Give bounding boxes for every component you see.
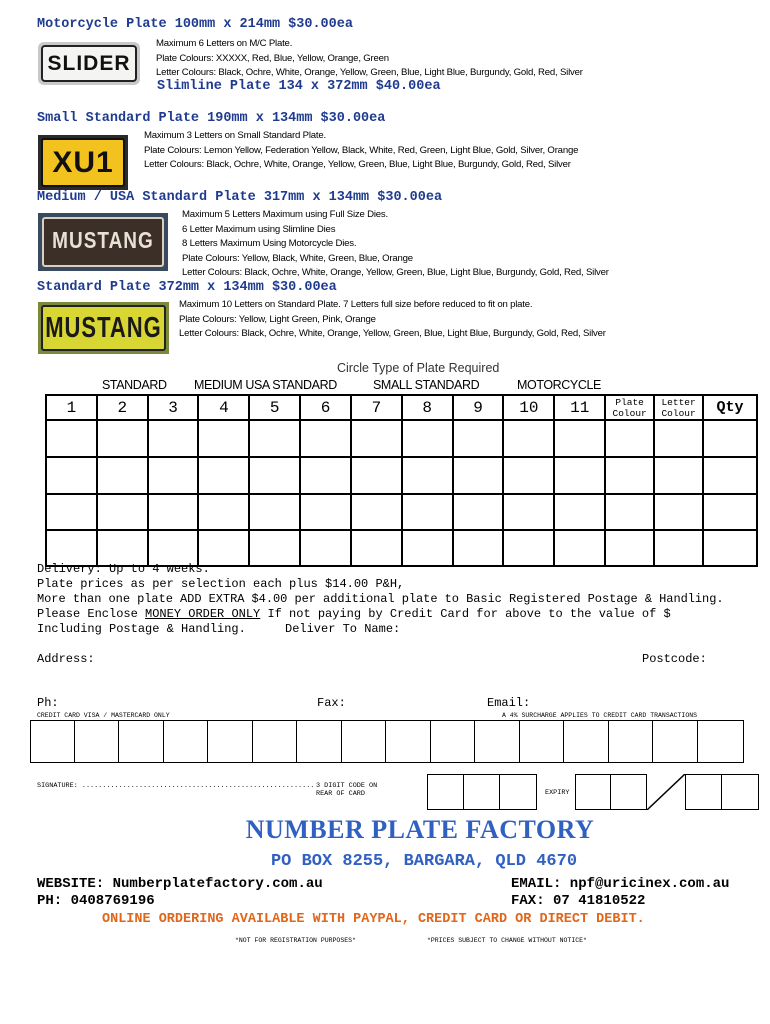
standard-line-1: Maximum 10 Letters on Standard Plate. 7 Letters full size before reduced to fit on plate. (179, 299, 533, 310)
medium-usa-plate-image (38, 213, 168, 271)
cell[interactable] (249, 530, 300, 566)
cc-digit-box[interactable] (75, 720, 119, 763)
order-row-3[interactable] (46, 494, 757, 530)
cell[interactable] (46, 530, 97, 566)
cc-digit-box[interactable] (119, 720, 164, 763)
motorcycle-plate-image (38, 42, 140, 85)
cc-digit-box[interactable] (609, 720, 653, 763)
fax-label: Fax: (317, 696, 346, 710)
cc-digit-box[interactable] (253, 720, 297, 763)
cell[interactable] (249, 420, 300, 457)
cell[interactable] (198, 420, 249, 457)
standard-line-3: Letter Colours: Black, Ochre, White, Orange, Yellow, Green, Blue, Light Blue, Burgundy, Gold, Red, Silver (179, 328, 606, 339)
cell[interactable] (605, 530, 654, 566)
column-10: 10 (503, 395, 554, 420)
standard-plate-title: Standard Plate 372mm x 134mm $30.00ea (37, 280, 337, 295)
cell[interactable] (554, 530, 605, 566)
medium-usa-line-2: 6 Letter Maximum using Slimline Dies (182, 223, 336, 235)
cell[interactable] (97, 457, 148, 494)
cell[interactable] (703, 420, 757, 457)
cell[interactable] (554, 420, 605, 457)
cc-digit-box[interactable] (208, 720, 253, 763)
cell[interactable] (453, 530, 504, 566)
expiry-year-boxes[interactable] (685, 774, 759, 810)
digit-code-label-2: REAR OF CARD (316, 790, 365, 798)
registration-note: *NOT FOR REGISTRATION PURPOSES* (235, 937, 356, 944)
standard-line-2: Plate Colours: Yellow, Light Green, Pink, Orange (179, 313, 376, 325)
column-8: 8 (402, 395, 453, 420)
prices-text: Plate prices as per selection each plus $14.00 P&H, (37, 577, 405, 591)
circle-type-label: Circle Type of Plate Required (337, 361, 500, 375)
motorcycle-line-1: Maximum 6 Letters on M/C Plate. (156, 38, 293, 49)
cell[interactable] (148, 494, 199, 530)
credit-card-number-boxes[interactable] (30, 720, 744, 763)
cell[interactable] (198, 494, 249, 530)
cell[interactable] (453, 494, 504, 530)
order-grid (45, 394, 758, 567)
medium-usa-line-4: Plate Colours: Yellow, Black, White, Green, Blue, Orange (182, 252, 413, 264)
security-code-boxes[interactable] (427, 774, 537, 810)
footer-phone-text: PH: 0408769196 (37, 893, 155, 909)
expiry-digit-box[interactable] (722, 774, 759, 810)
phone-label: Ph: (37, 696, 59, 710)
delivery-text: Delivery: Up to 4 weeks. (37, 562, 210, 576)
email-label: Email: (487, 696, 531, 710)
small-standard-line-3: Letter Colours: Black, Ochre, White, Orange, Yellow, Green, Blue, Light Blue, Burgundy, Gold, Red, Silver (144, 159, 571, 170)
cell[interactable] (402, 494, 453, 530)
code-digit-box[interactable] (427, 774, 464, 810)
including-text: Including Postage & Handling. (37, 622, 246, 636)
type-motorcycle[interactable]: MOTORCYCLE (517, 378, 601, 392)
column-letter-colour: Letter Colour (654, 395, 703, 420)
order-row-2[interactable] (46, 457, 757, 494)
credit-card-only-note: CREDIT CARD VISA / MASTERCARD ONLY (37, 712, 170, 719)
expiry-slash-icon (647, 774, 685, 810)
small-standard-title: Small Standard Plate 190mm x 134mm $30.00ea (37, 111, 386, 126)
cell[interactable] (249, 457, 300, 494)
medium-usa-line-3: 8 Letters Maximum Using Motorcycle Dies. (182, 238, 357, 249)
company-name: NUMBER PLATE FACTORY (245, 815, 595, 844)
column-5: 5 (249, 395, 300, 420)
standard-plate-text: MUSTANG (45, 311, 162, 344)
motorcycle-plate-text: SLIDER (47, 51, 131, 75)
cell[interactable] (605, 494, 654, 530)
cc-digit-box[interactable] (698, 720, 744, 763)
medium-usa-line-5: Letter Colours: Black, Ochre, White, Orange, Yellow, Green, Blue, Light Blue, Burgundy, Gold, Red, Silver (182, 267, 609, 278)
cell[interactable] (46, 457, 97, 494)
column-qty: Qty (703, 395, 757, 420)
cell[interactable] (402, 457, 453, 494)
cell[interactable] (554, 494, 605, 530)
cell[interactable] (654, 530, 703, 566)
column-2: 2 (97, 395, 148, 420)
cell[interactable] (46, 494, 97, 530)
code-digit-box[interactable] (464, 774, 500, 810)
small-standard-line-1: Maximum 3 Letters on Small Standard Plate. (144, 130, 326, 141)
cell[interactable] (503, 494, 554, 530)
medium-usa-plate-text: MUSTANG (52, 228, 154, 254)
digit-code-label-1: 3 DIGIT CODE ON (316, 782, 378, 790)
column-11: 11 (554, 395, 605, 420)
motorcycle-plate-title: Motorcycle Plate 100mm x 214mm $30.00ea (37, 17, 353, 32)
cc-digit-box[interactable] (431, 720, 475, 763)
cell[interactable] (654, 457, 703, 494)
cc-digit-box[interactable] (297, 720, 342, 763)
postcode-label: Postcode: (642, 652, 707, 666)
expiry-month-boxes[interactable] (575, 774, 647, 810)
cell[interactable] (503, 457, 554, 494)
cell[interactable] (453, 457, 504, 494)
website-text[interactable]: WEBSITE: Numberplatefactory.com.au (37, 876, 323, 892)
small-standard-plate-image (38, 135, 128, 190)
expiry-digit-box[interactable] (685, 774, 722, 810)
cc-digit-box[interactable] (342, 720, 386, 763)
column-plate-colour: Plate Colour (605, 395, 654, 420)
column-7: 7 (351, 395, 402, 420)
address-label: Address: (37, 652, 95, 666)
cell[interactable] (97, 530, 148, 566)
cell[interactable] (703, 530, 757, 566)
column-3: 3 (148, 395, 199, 420)
cell[interactable] (503, 530, 554, 566)
cell[interactable] (300, 494, 351, 530)
cell[interactable] (97, 494, 148, 530)
order-row-1[interactable] (46, 420, 757, 457)
motorcycle-line-2: Plate Colours: XXXXX, Red, Blue, Yellow, Orange, Green (156, 52, 389, 64)
order-grid-header (46, 395, 757, 420)
cc-digit-box[interactable] (564, 720, 609, 763)
enclose-pre: Please Enclose (37, 607, 146, 621)
cc-digit-box[interactable] (386, 720, 431, 763)
cc-digit-box[interactable] (30, 720, 75, 763)
cell[interactable] (148, 420, 199, 457)
expiry-digit-box[interactable] (575, 774, 611, 810)
cell[interactable] (402, 420, 453, 457)
cell[interactable] (198, 530, 249, 566)
cc-digit-box[interactable] (164, 720, 208, 763)
cell[interactable] (97, 420, 148, 457)
cc-digit-box[interactable] (475, 720, 520, 763)
more-plates-text: More than one plate ADD EXTRA $4.00 per additional plate to Basic Registered Postage & Handling. (37, 592, 724, 606)
cell[interactable] (402, 530, 453, 566)
cell[interactable] (300, 420, 351, 457)
cell[interactable] (351, 530, 402, 566)
cell[interactable] (654, 494, 703, 530)
type-medium-usa-standard[interactable]: MEDIUM USA STANDARD (194, 378, 337, 392)
cell[interactable] (351, 420, 402, 457)
enclose-text (37, 607, 671, 621)
order-row-4[interactable] (46, 530, 757, 566)
medium-usa-line-1: Maximum 5 Letters Maximum using Full Size Dies. (182, 209, 388, 220)
medium-usa-title: Medium / USA Standard Plate 317mm x 134mm $30.00ea (37, 190, 443, 205)
slimline-plate-title: Slimline Plate 134 x 372mm $40.00ea (157, 79, 441, 94)
small-standard-plate-text: XU1 (52, 145, 114, 179)
cell[interactable] (351, 494, 402, 530)
code-digit-box[interactable] (500, 774, 537, 810)
cell[interactable] (453, 420, 504, 457)
cell[interactable] (554, 457, 605, 494)
cell[interactable] (351, 457, 402, 494)
cc-digit-box[interactable] (653, 720, 698, 763)
online-ordering-text: ONLINE ORDERING AVAILABLE WITH PAYPAL, CREDIT CARD OR DIRECT DEBIT. (102, 912, 645, 927)
prices-change-note: *PRICES SUBJECT TO CHANGE WITHOUT NOTICE* (427, 937, 587, 944)
footer-fax-text: FAX: 07 41810522 (511, 893, 646, 909)
column-1: 1 (46, 395, 97, 420)
cell[interactable] (703, 457, 757, 494)
cell[interactable] (654, 420, 703, 457)
cell[interactable] (300, 457, 351, 494)
cell[interactable] (148, 457, 199, 494)
po-box-address: PO BOX 8255, BARGARA, QLD 4670 (270, 852, 578, 871)
deliver-to-name-label: Deliver To Name: (285, 622, 401, 636)
type-small-standard[interactable]: SMALL STANDARD (373, 378, 480, 392)
expiry-label: EXPIRY (545, 789, 570, 797)
standard-plate-image (38, 302, 169, 354)
cell[interactable] (703, 494, 757, 530)
type-standard[interactable]: STANDARD (102, 378, 167, 392)
cell[interactable] (249, 494, 300, 530)
cell[interactable] (300, 530, 351, 566)
motorcycle-line-3: Letter Colours: Black, Ochre, White, Orange, Yellow, Green, Blue, Light Blue, Burgundy, Gold, Red, Silver (156, 67, 583, 78)
expiry-digit-box[interactable] (611, 774, 647, 810)
signature-line[interactable]: SIGNATURE: ......................................................... (37, 782, 315, 790)
cell[interactable] (605, 420, 654, 457)
cc-digit-box[interactable] (520, 720, 564, 763)
column-6: 6 (300, 395, 351, 420)
cell[interactable] (198, 457, 249, 494)
cell[interactable] (46, 420, 97, 457)
money-order-only: MONEY ORDER ONLY (145, 607, 261, 621)
enclose-post: If not paying by Credit Card for above to the value of $ (260, 607, 671, 621)
column-4: 4 (198, 395, 249, 420)
cell[interactable] (503, 420, 554, 457)
small-standard-line-2: Plate Colours: Lemon Yellow, Federation Yellow, Black, White, Red, Green, Light Blue, Gold, Silver, Orange (144, 144, 579, 156)
footer-email-text[interactable]: EMAIL: npf@uricinex.com.au (511, 876, 730, 892)
column-9: 9 (453, 395, 504, 420)
cell[interactable] (148, 530, 199, 566)
cell[interactable] (605, 457, 654, 494)
surcharge-note: A 4% SURCHARGE APPLIES TO CREDIT CARD TRANSACTIONS (502, 712, 698, 719)
